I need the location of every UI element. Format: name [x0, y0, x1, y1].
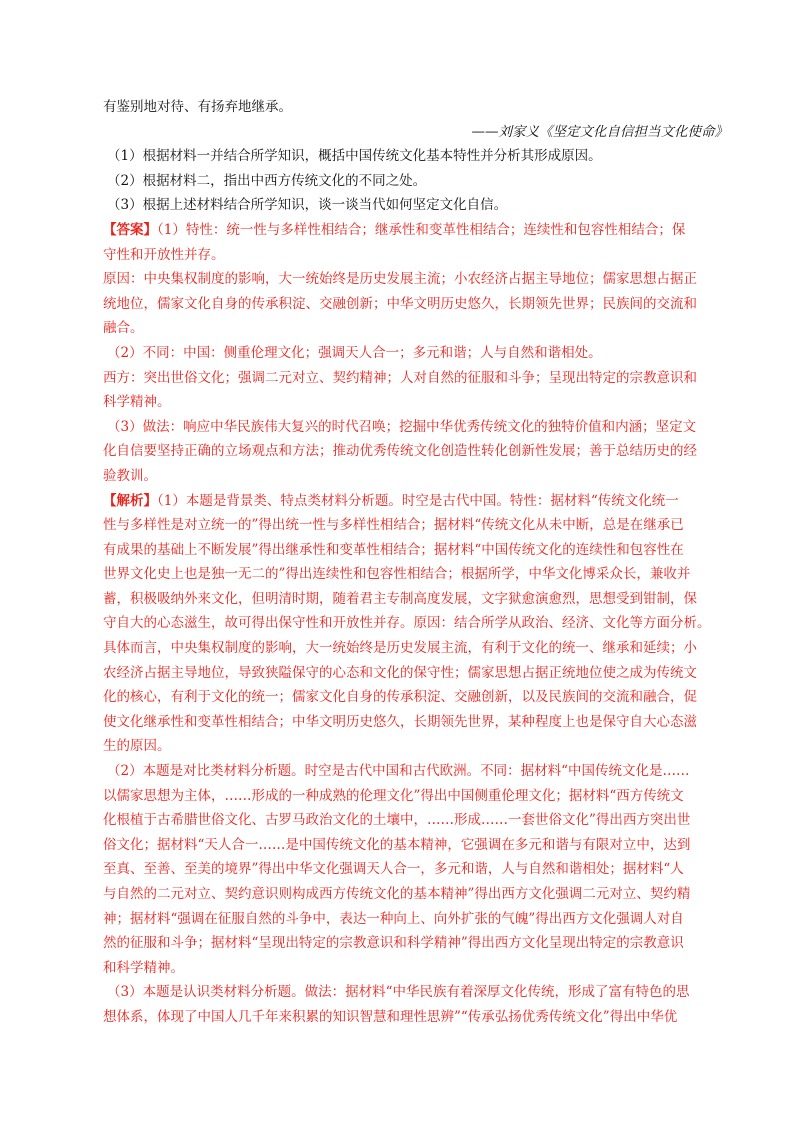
analysis-line: 具体而言，中央集权制度的影响，大一统始终是历史发展主流，有利于文化的统一、继承和延续；小: [103, 640, 697, 657]
analysis-line: 农经济占据主导地位，导致狭隘保守的心态和文化的保守性；儒家思想占据正统地位使之成为传统文: [103, 664, 697, 681]
answer-line: 科学精神。: [103, 394, 171, 411]
analysis-line: 有成果的基础上不断发展”得出继承性和变革性相结合；据材料“中国传统文化的连续性和包容性在: [103, 541, 684, 558]
answer-line: 验教训。: [103, 467, 157, 484]
analysis-line: 与自然的二元对立、契约意识则构成西方传统文化的基本精神”得出西方文化强调二元对立、契约精: [103, 886, 691, 902]
analysis-line: 化根植于古希腊世俗文化、古罗马政治文化的土壤中，……形成……一套世俗文化”得出西方突出世: [103, 812, 691, 829]
analysis-line: （2）本题是对比类材料分析题。时空是古代中国和古代欧洲。不同：据材料“中国传统文化是……: [107, 763, 690, 780]
answer-section: [103, 218, 728, 489]
analysis-line: （1）本题是背景类、特点类材料分析题。时空是古代中国。特性：据材料“传统文化统一: [157, 492, 679, 509]
analysis-line: 想体系，体现了中国人几千年来积累的知识智慧和理性思辨”“传承弘扬优秀传统文化”得出中华优: [103, 1008, 678, 1025]
analysis-line: 生的原因。: [103, 738, 171, 755]
analysis-line: 蓄，积极吸纳外来文化，但明清时期，随着君主专制高度发展，文字狱愈演愈烈，思想受到钳制，保: [103, 590, 697, 607]
answer-tag: 【答案】: [103, 221, 157, 238]
analysis-line: 俗文化；据材料“天人合一……是中国传统文化的基本精神，它强调在多元和谐与有限对立中，达到: [103, 836, 691, 853]
answer-line: 守性和开放性并存。: [103, 246, 225, 263]
analysis-line: 世界文化史上也是独一无二的”得出连续性和包容性相结合；根据所学，中华文化博采众长，兼收并: [103, 566, 691, 583]
analysis-tag: 【解析】: [103, 492, 157, 509]
analysis-line: 守自大的心态滋生，故可得出保守性和开放性并存。原因：结合所学从政治、经济、文化等方面分析。: [103, 615, 711, 632]
answer-line: 统地位，儒家文化自身的传承积淀、交融创新；中华文明历史悠久，长期领先世界；民族间的交流和: [103, 295, 697, 312]
analysis-line: 性与多样性是对立统一的”得出统一性与多样性相结合；据材料“传统文化从未中断，总是在继承已: [103, 517, 684, 534]
source-citation: ——刘家义《坚定文化自信担当文化使命》: [471, 123, 728, 140]
answer-line: （3）做法：响应中华民族伟大复兴的时代召唤；挖掘中华优秀传统文化的独特价值和内涵；坚定文: [107, 418, 697, 435]
material-tail: 有鉴别地对待、有扬弃地继承。: [103, 99, 292, 115]
answer-line: （2）不同：中国：侧重伦理文化；强调天人合一；多元和谐；人与自然和谐相处。: [107, 344, 602, 361]
analysis-line: 然的征服和斗争；据材料“呈现出特定的宗教意识和科学精神”得出西方文化呈现出特定的宗教意识: [103, 935, 684, 952]
question-2: （2）根据材料二，指出中西方传统文化的不同之处。: [107, 172, 427, 189]
analysis-line: 使文化继承性和变革性相结合；中华文明历史悠久，长期领先世界，某种程度上也是保守自大心态滋: [103, 713, 697, 730]
answer-line: 原因：中央集权制度的影响，大一统始终是历史发展主流；小农经济占据主导地位；儒家思想占据正: [103, 271, 697, 288]
analysis-line: 至真、至善、至美的境界”得出中华文化强调天人合一，多元和谐，人与自然和谐相处；据材料“人: [103, 861, 684, 878]
question-3: （3）根据上述材料结合所学知识，谈一谈当代如何坚定文化自信。: [107, 197, 508, 214]
analysis-line: 以儒家思想为主体，……形成的一种成熟的伦理文化”得出中国侧重伦理文化；据材料“西方传统文: [103, 787, 684, 804]
analysis-line: 和科学精神。: [103, 959, 184, 976]
analysis-section: [103, 489, 728, 1030]
answer-line: 融合。: [103, 320, 144, 337]
question-1: （1）根据材料一并结合所学知识，概括中国传统文化基本特性并分析其形成原因。: [107, 148, 602, 165]
answer-line: 西方：突出世俗文化；强调二元对立、契约精神；人对自然的征服和斗争；呈现出特定的宗教意识和: [103, 369, 697, 386]
analysis-line: 神；据材料“强调在征服自然的斗争中，表达一种向上、向外扩张的气魄”得出西方文化强调人对自: [103, 910, 684, 927]
answer-line: （1）特性：统一性与多样性相结合；继承性和变革性相结合；连续性和包容性相结合；保: [157, 221, 686, 238]
document-page: [103, 95, 728, 1030]
answer-line: 化自信要坚持正确的立场观点和方法；推动优秀传统文化创造性转化创新性发展；善于总结历史的经: [103, 443, 697, 460]
analysis-line: 化的核心，有利于文化的统一；儒家文化自身的传承积淀、交融创新，以及民族间的交流和融合，促: [103, 689, 697, 706]
analysis-line: （3）本题是认识类材料分析题。做法：据材料“中华民族有着深厚文化传统，形成了富有特色的思: [107, 984, 690, 1001]
